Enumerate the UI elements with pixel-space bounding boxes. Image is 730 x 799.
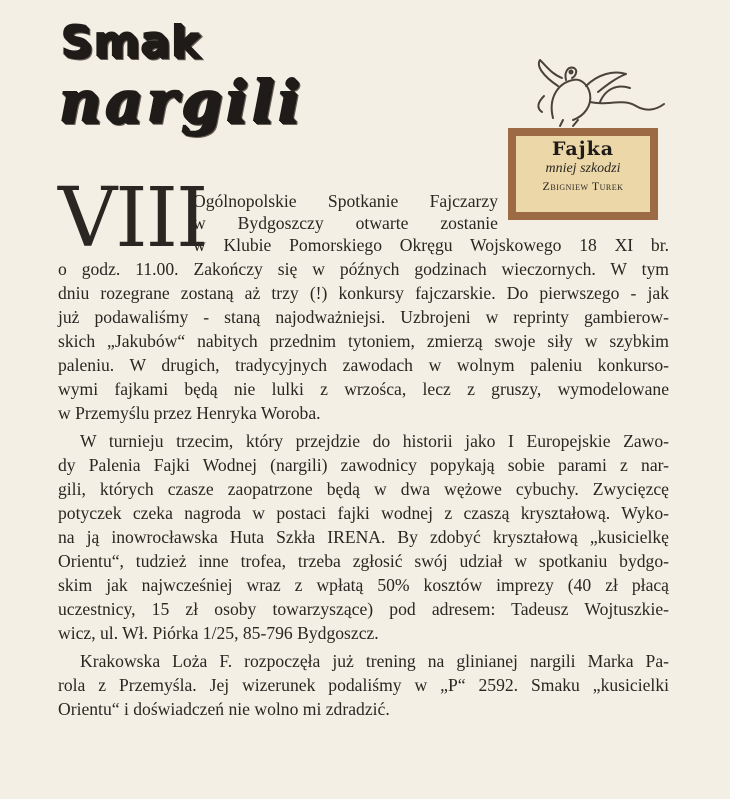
- article-line: Orientu“ i doświadczeń nie wolno mi zdradzić.: [58, 699, 390, 719]
- article-line: wicz, ul. Wł. Piórka 1/25, 85-796 Bydgoszcz.: [58, 623, 379, 643]
- column-header-inner: [516, 136, 650, 212]
- article-line: w Klubie Pomorskiego Okręgu Wojskowego 18 XI br.: [193, 235, 669, 255]
- article-line: uczestnicy, 15 zł osoby towarzyszące) pod adresem: Tadeusz Wojtuszkie-: [58, 599, 669, 619]
- article-line: dy Palenia Fajki Wodnej (nargili) zawodnicy popykają sobie parami z nar-: [58, 455, 669, 475]
- dragon-illustration-icon: [518, 58, 668, 128]
- article-line: o godz. 11.00. Zakończy się w późnych godzinach wieczornych. W tym: [58, 259, 669, 279]
- article-line: potyczek czeka nagroda w postaci fajki wodnej z czaszą kryształową. Wyko-: [58, 503, 669, 523]
- article-line: wymi fajkami będą nie lulki z wrzośca, lecz z gruszy, wymodelowane: [58, 379, 669, 399]
- article-line: Krakowska Loża F. rozpoczęła już trening na glinianej nargili Marka Pa-: [80, 651, 669, 671]
- article-line: W turnieju trzecim, który przejdzie do historii jako I Europejskie Zawo-: [80, 431, 669, 451]
- column-subtitle: mniej szkodzi: [545, 160, 621, 176]
- article-line: w Przemyślu przez Henryka Woroba.: [58, 403, 321, 423]
- article-line: już podawaliśmy - staną najodważniejsi. Uzbrojeni w reprinty gambierow-: [58, 307, 669, 327]
- article-line: gili, których czasze zaopatrzone będą w dwa wężowe cybuchy. Zwycięzcę: [58, 479, 669, 499]
- headline-line2: nargili: [58, 67, 303, 135]
- article-line: Orientu“, tudzież inne trofea, trzeba zgłosić swój udział w spotkaniu bydgo-: [58, 551, 669, 571]
- article-line: Ogólnopolskie Spotkanie Fajczarzy: [193, 191, 498, 211]
- article-line: paleniu. W drugich, tradycyjnych zawodach w wolnym paleniu konkurso-: [58, 355, 669, 375]
- article-line: skich „Jakubów“ nabitych przednim tytoniem, zmierzą swoje siły w szybkim: [58, 331, 669, 351]
- column-title: Fajka: [551, 138, 615, 160]
- column-header-box: [508, 128, 658, 220]
- headline-line1: Smak: [60, 16, 201, 67]
- article-line: rola z Przemyśla. Jej wizerunek podaliśmy w „P“ 2592. Smaku „kusicielki: [58, 675, 669, 695]
- column-author: Zbigniew Turek: [542, 179, 624, 194]
- article-line: dniu rozegrane zostaną aż trzy (!) konkursy fajczarskie. Do pierwszego - jak: [58, 283, 669, 303]
- article-line: skim jak najwcześniej wraz z wpłatą 50% kosztów imprezy (40 zł płacą: [58, 575, 669, 595]
- drop-cap: VIII: [58, 171, 207, 266]
- article-line: w Bydgoszczy otwarte zostanie: [193, 213, 498, 233]
- article-line: na ją inowrocławska Huta Szkła IRENA. By zdobyć kryształową „kusicielkę: [58, 527, 669, 547]
